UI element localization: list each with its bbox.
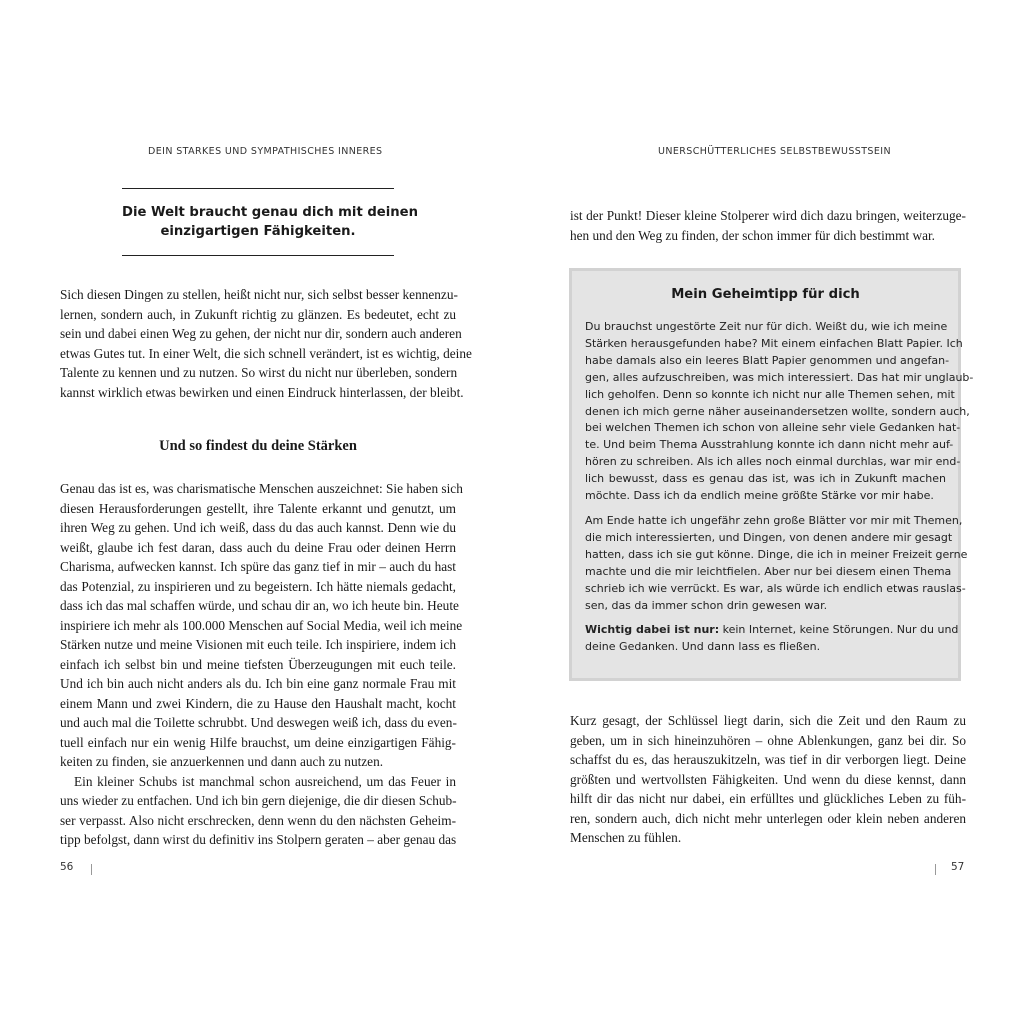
text-line: ser verpasst. Also nicht erschrecken, denn wenn du den nächsten Geheim-	[60, 812, 456, 828]
text-line: Menschen zu fühlen.	[570, 830, 682, 845]
paragraph-summary	[570, 711, 966, 848]
folio-divider	[91, 864, 92, 875]
paragraph-continued	[570, 206, 966, 245]
text-line: etwas Gutes tut. In einer Welt, die sich schnell verändert, ist es wichtig, deine	[60, 345, 472, 361]
running-head-left: DEIN STARKES UND SYMPATHISCHES INNERES	[148, 146, 383, 157]
text-line: schaffst du es, das herauszukitzeln, was tief in dir verborgen liegt. Deine	[570, 752, 966, 767]
text-line: Charisma, aufwecken kannst. Ich spüre das ganz tief in mir – auch du hast	[60, 559, 456, 574]
text-line: denen ich mich gerne näher auseinandersetzen wollte, sondern auch,	[585, 404, 970, 418]
text-line: keiten zu finden, sie anzuerkennen und dann auch zu nutzen.	[60, 754, 384, 769]
pull-quote	[122, 188, 418, 256]
text-line: und auch mal die Toilette schrubbt. Und deswegen weiß ich, dass du even-	[60, 715, 457, 730]
text-line: hören zu schreiben. Als ich alles noch einmal durchlas, war mir end-	[585, 455, 961, 469]
text-line: Am Ende hatte ich ungefähr zehn große Blätter vor mir mit Themen,	[585, 513, 963, 527]
text-line: geben, um in sich hineinzuhören – ohne Ablenkungen, ganz bei dir. So	[570, 732, 966, 748]
important-label: Wichtig dabei ist nur:	[585, 623, 720, 637]
page-number-right: 57	[951, 861, 965, 873]
text-line: Stärken herausgefunden habe? Mit einem einfachen Blatt Papier. Ich	[585, 336, 963, 350]
folio-divider	[935, 864, 936, 875]
tip-paragraph	[585, 513, 968, 614]
text-line: Stärken nutze und meine Visionen mit euch teile. Ich inspiriere, indem ich	[60, 637, 456, 652]
right-page	[512, 0, 1024, 1024]
paragraph-strengths	[60, 479, 463, 850]
text-line: kannst wirklich etwas bewirken und einen Eindruck hinterlassen, der bleibt.	[60, 384, 464, 400]
text-line: machte und die mir leichtfielen. Aber nur bei diesem einen Thema	[585, 564, 952, 578]
pull-quote-line: Die Welt braucht genau dich mit deinen	[122, 205, 418, 220]
text-line: ren, sondern auch, dich nicht mehr unterlegen oder klein neben anderen	[570, 810, 966, 826]
text-line: Sich diesen Dingen zu stellen, heißt nicht nur, sich selbst besser kennenzu-	[60, 287, 458, 302]
text-line: uns wieder zu entfachen. Und ich bin gern diejenige, die dir diesen Schub-	[60, 793, 457, 808]
text-line: lich bewusst, dass es genau das ist, was ich in Zukunft machen	[585, 472, 946, 486]
text-line: te. Und beim Thema Ausstrahlung konnte ich dann nicht mehr auf-	[585, 438, 954, 452]
text-line: möchte. Dass ich da endlich meine größte Stärke vor mir habe.	[585, 489, 934, 503]
text-line: hen und den Weg zu finden, der schon immer für dich bestimmt war.	[570, 227, 935, 243]
text-line: habe damals also ein leeres Blatt Papier genommen und angefan-	[585, 353, 950, 367]
text-line: Kurz gesagt, der Schlüssel liegt darin, sich die Zeit und den Raum zu	[570, 713, 966, 728]
text-line: ihren Weg zu gehen. Und ich weiß, dass du das auch kannst. Denn wie du	[60, 520, 456, 535]
important-text: kein Internet, keine Störungen. Nur du und	[719, 623, 959, 637]
tip-important	[585, 622, 959, 656]
text-line: ist der Punkt! Dieser kleine Stolperer wird dich dazu bringen, weiterzuge-	[570, 208, 966, 223]
text-line: Genau das ist es, was charismatische Menschen auszeichnet: Sie haben sich	[60, 481, 463, 496]
text-line: tipp befolgst, dann wirst du definitiv ins Stolpern geraten – aber genau das	[60, 832, 457, 847]
paragraph-intro	[60, 285, 472, 402]
tip-box-title: Mein Geheimtipp für dich	[671, 287, 860, 302]
text-line: dass ich das mal schaffen würde, und schau dir an, wo ich heute bin. Heute	[60, 598, 459, 613]
tip-box	[569, 268, 974, 681]
text-line: das Potenzial, zu inspirieren und zu begeistern. Ich hätte niemals gedacht,	[60, 578, 456, 594]
text-line: größten und wertvollsten Fähigkeiten. Und wenn du diese kennst, dann	[570, 771, 966, 787]
running-head-right: UNERSCHÜTTERLICHES SELBSTBEWUSSTSEIN	[658, 146, 891, 157]
pull-quote-line: einzigartigen Fähigkeiten.	[160, 224, 356, 240]
text-line: inspiriere ich mehr als 100.000 Menschen auf Social Media, weil ich meine	[60, 617, 463, 633]
text-line: hatten, dass ich sie gut könne. Dinge, die ich in meiner Freizeit gerne	[585, 547, 968, 561]
text-line: Und ich bin auch nicht anders als du. Ich bin eine ganz normale Frau mit	[60, 676, 456, 691]
text-line	[585, 622, 959, 639]
page-number-left: 56	[60, 861, 74, 873]
text-line: gen, alles aufzuschreiben, was mich interessiert. Das hat mir unglaub-	[585, 370, 974, 384]
text-line: schrieb ich wie verrückt. Es war, als würde ich endlich etwas rauslas-	[585, 581, 966, 595]
text-line: weißt, glaube ich fest daran, dass auch du deine Frau oder deinen Herrn	[60, 539, 456, 555]
text-line: hilft dir das nicht nur dabei, ein erfülltes und glückliches Leben zu füh-	[570, 791, 966, 806]
text-line: die mich interessierten, und Dingen, von denen andere mir gesagt	[585, 530, 953, 544]
text-line: Talente zu kennen und zu nutzen. So wirst du nicht nur überleben, sondern	[60, 365, 458, 380]
text-line: lernen, sondern auch, in Zukunft richtig zu glänzen. Es bedeutet, echt zu	[60, 306, 456, 322]
text-line: lich geholfen. Denn so konnte ich nicht nur alle Themen sehen, mit	[585, 387, 955, 401]
text-line: tuell einfach nur ein wenig Hilfe brauchst, um deine einzigartigen Fähig-	[60, 734, 456, 750]
text-line: diesen Herausforderungen gestellt, ihre Talente erkannt und genutzt, um	[60, 500, 456, 516]
tip-paragraph	[585, 319, 974, 505]
text-line: einfach ich selbst bin und meine tiefsten Überzeugungen mit euch teile.	[60, 656, 456, 672]
text-line: sein und dabei einen Weg zu gehen, der nicht nur dir, sondern auch anderen	[60, 326, 462, 341]
text-line: Du brauchst ungestörte Zeit nur für dich. Weißt du, wie ich meine	[585, 320, 948, 333]
text-line: bei welchen Themen ich schon von alleine sehr viele Gedanken hat-	[585, 421, 961, 435]
text-line: deine Gedanken. Und dann lass es fließen.	[585, 640, 821, 654]
text-line: sen, das da immer schon drin gewesen war.	[585, 598, 828, 612]
text-line: Ein kleiner Schubs ist manchmal schon ausreichend, um das Feuer in	[74, 773, 456, 789]
text-line: einem Mann und zwei Kindern, die zu Hause den Haushalt macht, kocht	[60, 695, 456, 711]
section-heading: Und so findest du deine Stärken	[159, 438, 357, 454]
